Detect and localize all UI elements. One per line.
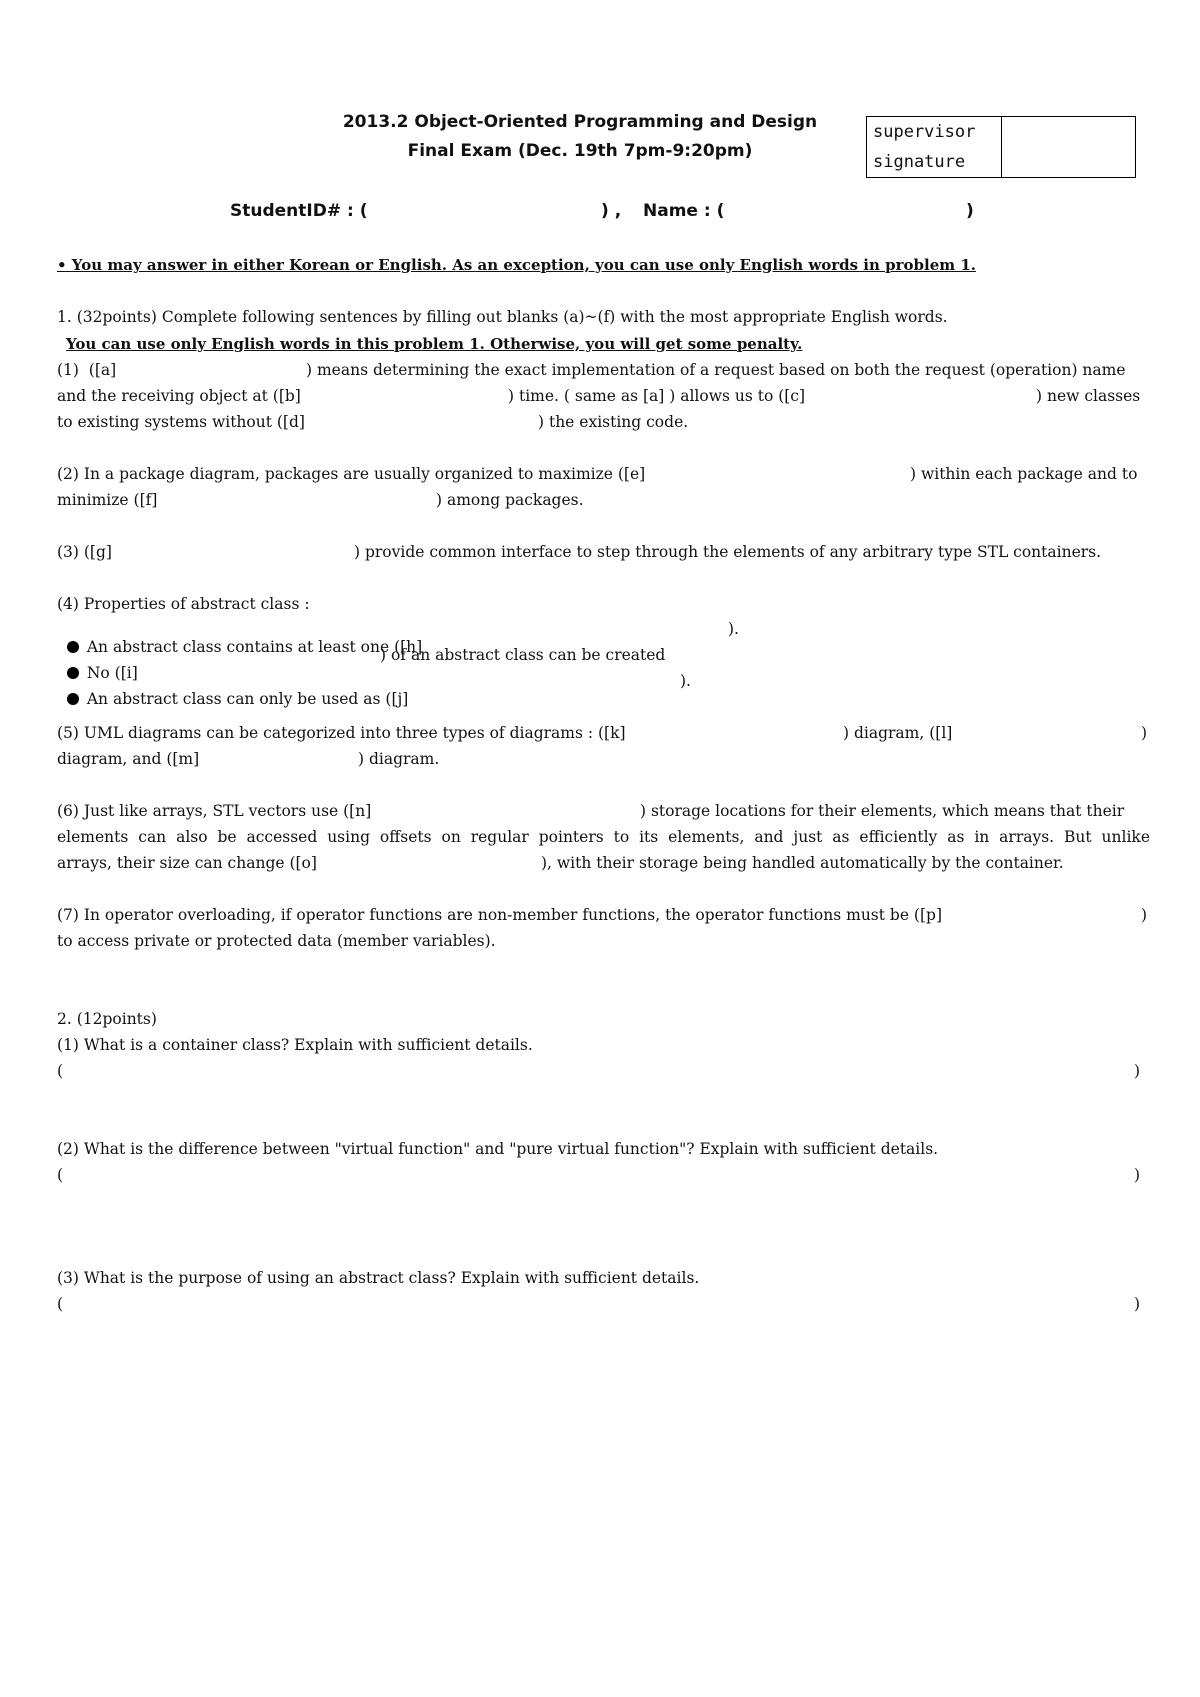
p1-q6-line3-b: ), with their storage being handled automatically by the container. bbox=[541, 854, 1064, 872]
student-id-close: ) , bbox=[601, 201, 622, 221]
p1-q1-line2-c: ) new classes bbox=[1036, 387, 1141, 405]
blank-k[interactable] bbox=[662, 721, 840, 743]
p1-q5-line1-a: (5) UML diagrams can be categorized into three types of diagrams : ([k] bbox=[57, 724, 626, 742]
p1-q4-b2-text: No ([i] bbox=[86, 664, 138, 682]
supervisor-signature-field[interactable] bbox=[1002, 117, 1135, 177]
p1-q4-bullet3 bbox=[57, 672, 408, 708]
problem2-intro: 2. (12points) bbox=[57, 1010, 157, 1028]
p2-q2-open-paren: ( bbox=[57, 1166, 64, 1184]
problem1-warning: You can use only English words in this problem 1. Otherwise, you will get some penalty. bbox=[66, 335, 803, 353]
blank-p[interactable] bbox=[985, 903, 1137, 925]
blank-c[interactable] bbox=[848, 384, 1033, 406]
p1-q7-line2: to access private or protected data (member variables). bbox=[57, 932, 496, 950]
p1-q2-line2-b: ) among packages. bbox=[436, 491, 584, 509]
p1-q4-heading: (4) Properties of abstract class : bbox=[57, 595, 310, 613]
supervisor-signature-label bbox=[867, 117, 1002, 177]
p2-q1-close-paren: ) bbox=[1134, 1062, 1141, 1080]
blank-n[interactable] bbox=[413, 799, 638, 821]
p2-q1-answer-field[interactable] bbox=[70, 1058, 1130, 1138]
p1-q1-line3-a: to existing systems without ([d] bbox=[57, 413, 305, 431]
exam-title-line1: 2013.2 Object-Oriented Programming and Design bbox=[342, 112, 818, 132]
blank-l[interactable] bbox=[962, 721, 1137, 743]
blank-a[interactable] bbox=[140, 358, 305, 380]
p1-q4-b1-text: An abstract class contains at least one ([h] bbox=[86, 638, 423, 656]
supervisor-signature-box bbox=[866, 116, 1136, 178]
p1-q1-line1-b: ) means determining the exact implementation of a request based on both the request (operation) name bbox=[306, 361, 1126, 379]
p1-q1-line2-a: and the receiving object at ([b] bbox=[57, 387, 301, 405]
p1-q2-line2-a: minimize ([f] bbox=[57, 491, 158, 509]
p1-q5-line2-a: diagram, and ([m] bbox=[57, 750, 200, 768]
p1-q1-line3-b: ) the existing code. bbox=[538, 413, 689, 431]
p2-q1-text: (1) What is a container class? Explain with sufficient details. bbox=[57, 1036, 533, 1054]
p2-q3-text: (3) What is the purpose of using an abstract class? Explain with sufficient details. bbox=[57, 1269, 700, 1287]
supervisor-label-line1: supervisor bbox=[873, 122, 976, 142]
blank-g[interactable] bbox=[125, 540, 350, 562]
p1-q6-line2: elements can also be accessed using offsets on regular pointers to its elements, and just as efficiently as in arrays. But unlike bbox=[57, 828, 1150, 846]
p1-q7-line1-a: (7) In operator overloading, if operator functions are non-member functions, the operator functions must be ([p] bbox=[57, 906, 942, 924]
p1-q6-line1-b: ) storage locations for their elements, which means that their bbox=[640, 802, 1125, 820]
blank-f[interactable] bbox=[165, 488, 433, 510]
name-close: ) bbox=[966, 201, 974, 221]
p1-q1-line1-a: (1) ([a] bbox=[57, 361, 117, 379]
exam-notice: • You may answer in either Korean or English. As an exception, you can use only English words in problem 1. bbox=[57, 256, 977, 274]
blank-i[interactable] bbox=[142, 643, 377, 665]
blank-m[interactable] bbox=[205, 747, 355, 769]
p1-q6-line1-a: (6) Just like arrays, STL vectors use ([n] bbox=[57, 802, 372, 820]
p2-q2-text: (2) What is the difference between "virtual function" and "pure virtual function"? Explain with sufficient details. bbox=[57, 1140, 939, 1158]
blank-h[interactable] bbox=[445, 617, 725, 639]
p1-q5-line1-b: ) diagram, ([l] bbox=[843, 724, 953, 742]
p2-q3-close-paren: ) bbox=[1134, 1295, 1141, 1313]
p2-q2-answer-field[interactable] bbox=[70, 1162, 1130, 1262]
p1-q4-b3-close: ). bbox=[680, 672, 691, 690]
name-label: Name : ( bbox=[643, 201, 725, 221]
supervisor-label-line2: signature bbox=[873, 152, 966, 172]
blank-o[interactable] bbox=[336, 851, 539, 873]
bullet-icon bbox=[67, 693, 79, 705]
p1-q5-line2-b: ) diagram. bbox=[358, 750, 440, 768]
p2-q3-answer-field[interactable] bbox=[70, 1291, 1130, 1491]
p1-q2-line1-b: ) within each package and to bbox=[910, 465, 1138, 483]
problem1-intro: 1. (32points) Complete following sentences by filling out blanks (a)~(f) with the most appropriate English words. bbox=[57, 308, 948, 326]
p2-q3-open-paren: ( bbox=[57, 1295, 64, 1313]
p1-q3-line1-b: ) provide common interface to step through the elements of any arbitrary type STL containers. bbox=[354, 543, 1102, 561]
p1-q2-line1-a: (2) In a package diagram, packages are usually organized to maximize ([e] bbox=[57, 465, 646, 483]
student-id-field[interactable] bbox=[370, 198, 595, 222]
p2-q1-open-paren: ( bbox=[57, 1062, 64, 1080]
p1-q3-line1-a: (3) ([g] bbox=[57, 543, 112, 561]
p1-q4-b2-close: ) of an abstract class can be created bbox=[380, 646, 666, 664]
exam-title-line2: Final Exam (Dec. 19th 7pm-9:20pm) bbox=[407, 141, 753, 161]
p1-q7-line1-b: ) bbox=[1141, 906, 1148, 924]
p1-q5-line1-c: ) bbox=[1141, 724, 1148, 742]
blank-e[interactable] bbox=[672, 462, 907, 484]
name-field[interactable] bbox=[735, 198, 955, 222]
blank-j[interactable] bbox=[432, 669, 677, 691]
p1-q4-b3-text: An abstract class can only be used as ([j] bbox=[86, 690, 409, 708]
blank-b[interactable] bbox=[320, 384, 505, 406]
p1-q1-line2-b: ) time. ( same as [a] ) allows us to ([c] bbox=[508, 387, 806, 405]
p1-q4-b1-close: ). bbox=[728, 620, 739, 638]
p1-q6-line3-a: arrays, their size can change ([o] bbox=[57, 854, 317, 872]
blank-d[interactable] bbox=[320, 410, 535, 432]
student-id-label: StudentID# : ( bbox=[230, 201, 368, 221]
p2-q2-close-paren: ) bbox=[1134, 1166, 1141, 1184]
